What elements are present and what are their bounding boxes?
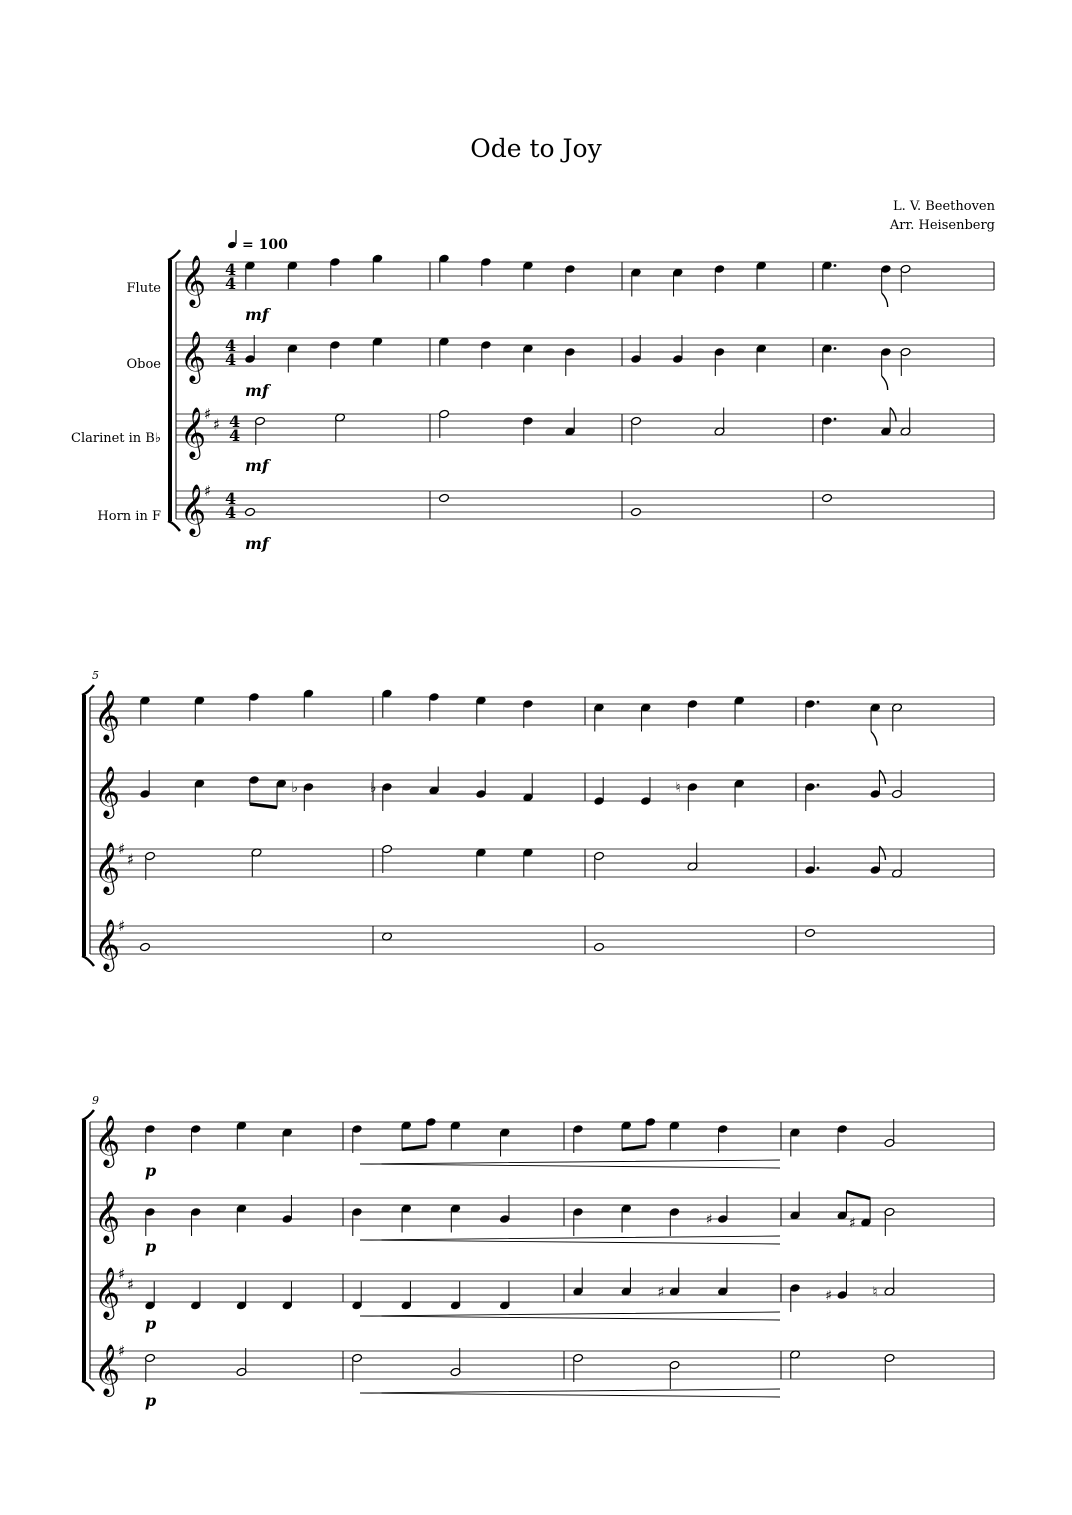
instrument-name-flute: Flute: [126, 281, 161, 296]
time-signature-top: 4: [229, 412, 241, 431]
dynamic-p-horn: p: [145, 1391, 157, 1410]
treble-clef-icon: 𝄞: [180, 331, 207, 382]
flag: [882, 293, 888, 307]
time-signature-bottom: 4: [229, 426, 241, 445]
bracket-top-hook: [82, 685, 94, 695]
measure-number-9: 9: [92, 1094, 99, 1107]
bracket-bottom-hook: [82, 1381, 94, 1391]
instrument-name-oboe: Oboe: [126, 357, 161, 372]
natural-accidental-icon: ♮: [872, 1284, 878, 1301]
beam: [250, 804, 277, 808]
dot: [817, 867, 820, 870]
key-signature-sharp-icon: ♯: [118, 840, 126, 858]
sharp-accidental-icon: ♯: [657, 1284, 665, 1301]
time-signature-bottom: 4: [225, 274, 237, 293]
dynamic-p-flute: p: [145, 1161, 157, 1180]
time-signature-bottom: 4: [225, 503, 237, 522]
beam: [846, 1192, 870, 1199]
key-signature-sharp-icon: ♯: [118, 917, 126, 935]
time-signature-top: 4: [225, 260, 237, 279]
tempo-marking: [227, 230, 288, 253]
key-signature-sharp-icon: ♯: [204, 405, 212, 423]
crescendo-hairpin: [360, 1312, 780, 1320]
note-head: [140, 942, 151, 951]
note-head: [822, 493, 833, 502]
dot: [834, 347, 837, 350]
flag: [879, 846, 885, 860]
composer-credit: L. V. Beethoven: [892, 199, 995, 214]
bracket-bottom-hook: [168, 521, 180, 531]
measure-number-5: 5: [92, 669, 99, 682]
treble-clef-icon: 𝄞: [180, 255, 207, 306]
bracket-bottom-hook: [82, 956, 94, 966]
treble-clef-icon: 𝄞: [94, 842, 121, 893]
flag: [890, 408, 896, 422]
time-signature-top: 4: [225, 336, 237, 355]
dot: [834, 418, 837, 421]
dynamic-p-oboe: p: [145, 1237, 157, 1256]
treble-clef-icon: 𝄞: [180, 407, 207, 458]
bracket-top-hook: [168, 250, 180, 260]
key-signature-sharp-icon: ♯: [118, 1265, 126, 1283]
note-head: [245, 507, 256, 516]
flag: [871, 732, 877, 746]
key-signature-sharp-icon: ♯: [127, 850, 135, 869]
key-signature-sharp-icon: ♯: [213, 415, 221, 434]
crescendo-hairpin: [360, 1389, 780, 1397]
dynamic-mf-oboe: mf: [245, 381, 269, 400]
score-title: Ode to Joy: [470, 134, 602, 163]
treble-clef-icon: 𝄞: [94, 1191, 121, 1242]
sharp-accidental-icon: ♯: [705, 1212, 713, 1228]
flat-accidental-icon: ♭: [291, 780, 299, 796]
treble-clef-icon: 𝄞: [94, 1344, 121, 1395]
key-signature-sharp-icon: ♯: [204, 482, 212, 500]
crescendo-hairpin: [360, 1236, 780, 1244]
sharp-accidental-icon: ♯: [848, 1215, 856, 1232]
dot: [817, 784, 820, 787]
instrument-name-clarinet: Clarinet in B♭: [71, 431, 161, 446]
note-head: [594, 942, 605, 951]
treble-clef-icon: 𝄞: [94, 1115, 121, 1166]
dynamic-mf-flute: mf: [245, 305, 269, 324]
time-signature-bottom: 4: [225, 350, 237, 369]
crescendo-hairpin: [360, 1160, 780, 1168]
dot: [834, 264, 837, 267]
flag: [879, 770, 885, 784]
tempo-value: = 100: [242, 237, 288, 253]
beam: [402, 1146, 427, 1150]
music-notation: [82, 250, 994, 1397]
beam: [622, 1146, 646, 1150]
dynamic-mf-horn: mf: [245, 534, 269, 553]
note-head: [439, 493, 450, 502]
time-signature-top: 4: [225, 489, 237, 508]
dynamic-p-clarinet: p: [145, 1314, 157, 1333]
natural-accidental-icon: ♮: [675, 780, 681, 796]
treble-clef-icon: 𝄞: [180, 484, 207, 535]
arranger-credit: Arr. Heisenberg: [889, 218, 995, 233]
treble-clef-icon: 𝄞: [94, 1267, 121, 1318]
treble-clef-icon: 𝄞: [94, 766, 121, 817]
note-head: [805, 928, 816, 937]
flag: [882, 376, 888, 390]
dot: [817, 701, 820, 704]
sharp-accidental-icon: ♯: [825, 1288, 833, 1304]
key-signature-sharp-icon: ♯: [127, 1275, 135, 1294]
treble-clef-icon: 𝄞: [94, 690, 121, 741]
dynamic-mf-clarinet: mf: [245, 456, 269, 475]
note-head: [631, 507, 642, 516]
flat-accidental-icon: ♭: [370, 780, 377, 796]
instrument-name-horn: Horn in F: [97, 509, 161, 524]
bracket-top-hook: [82, 1110, 94, 1120]
treble-clef-icon: 𝄞: [94, 919, 121, 970]
key-signature-sharp-icon: ♯: [118, 1342, 126, 1360]
